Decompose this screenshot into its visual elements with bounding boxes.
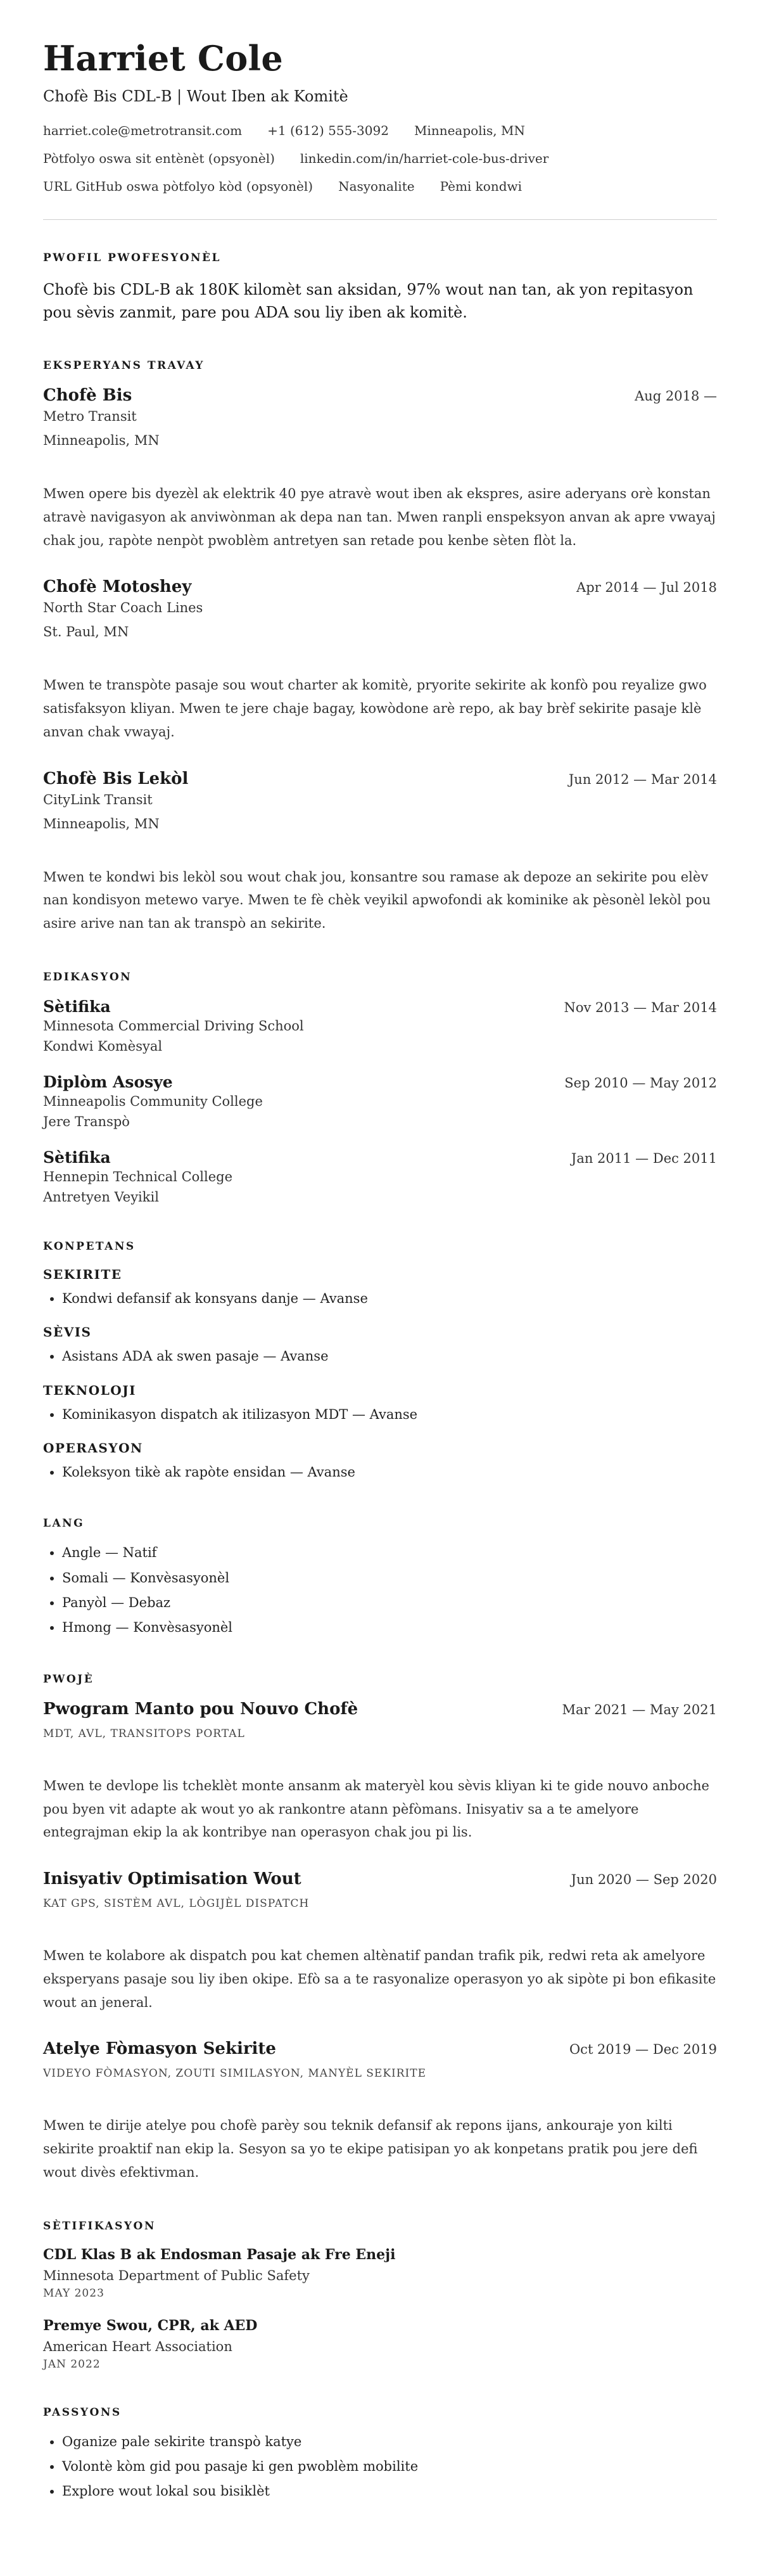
education-date: Sep 2010 — May 2012	[564, 1075, 717, 1091]
skill-category: OPERASYON	[43, 1440, 143, 1456]
profile-heading: PWOFIL PWOFESYONÈL	[43, 252, 221, 264]
job-location: St. Paul, MN	[43, 624, 129, 640]
contact-github[interactable]: URL GitHub oswa pòtfolyo kòd (opsyonèl)	[43, 179, 314, 194]
skill-group	[43, 1267, 717, 1308]
skills-heading: KONPETANS	[43, 1240, 136, 1253]
contact-row-extra	[43, 179, 717, 194]
job-company: North Star Coach Lines	[43, 600, 203, 616]
skill-group	[43, 1383, 717, 1424]
education-entry	[43, 1073, 717, 1129]
certification-entry	[43, 2246, 717, 2300]
languages-section	[43, 1517, 717, 1637]
job-company: CityLink Transit	[43, 791, 153, 807]
contact-portfolio[interactable]: Pòtfolyo oswa sit entènèt (opsyonèl)	[43, 151, 275, 166]
project-description: Mwen te dirije atelye pou chofè parèy sou teknik defansif ak repons ijans, ankouraje yon kilti sekirite proaktif nan ekip la. Sesyon sa yo te ekipe patisipan yo ak konpetans pratik pou jere defi wout divès efektivman.	[43, 2118, 698, 2180]
job-date: Aug 2018 —	[635, 388, 717, 404]
candidate-name: Harriet Cole	[43, 38, 283, 79]
project-tags: MDT, AVL, TRANSITOPS PORTAL	[43, 1727, 245, 1740]
contact-license: Pèmi kondwi	[440, 179, 522, 194]
experience-heading: EKSPERYANS TRAVAY	[43, 359, 205, 372]
education-degree: Sètifika	[43, 997, 111, 1016]
contact-linkedin[interactable]: linkedin.com/in/harriet-cole-bus-driver	[300, 151, 549, 166]
project-title: Atelye Fòmasyon Sekirite	[43, 2039, 276, 2059]
job-description: Mwen te transpòte pasaje sou wout charter ak komitè, pryorite sekirite ak konfò pou reyalize gwo satisfaksyon kliyan. Mwen te jere chaje bagay, kowòdone arè repo, ak bay brèf sekirite pasaje klè anvan chak vwayaj.	[43, 677, 707, 740]
skill-category: SÈVIS	[43, 1324, 92, 1340]
language-item: • Hmong — Konvèsasyonèl	[62, 1618, 717, 1637]
certifications-heading: SÈTIFIKASYON	[43, 2219, 156, 2233]
project-description: Mwen te devlope lis tcheklèt monte ansanm ak materyèl kou sèvis kliyan ki te gide nouvo anboche pou byen vit adapte ak wout yo ak rankontre atann pèfòmans. Inisyativ sa a te amelyore entegrajman ekip la ak kontribye nan operasyon chak jou pi lis.	[43, 1778, 709, 1840]
skill-item: • Koleksyon tikè ak rapòte ensidan — Avanse	[62, 1463, 717, 1482]
project-entry	[43, 1700, 717, 1844]
project-description: Mwen te kolabore ak dispatch pou kat chemen altènatif pandan trafik pik, redwi reta ak amelyore eksperyans pasaje sou liy iben okipe. Efò sa a te rasyonalize operasyon yo ak sipòte pi bon efikasite wout an jeneral.	[43, 1948, 716, 2010]
skill-item: • Kondwi defansif ak konsyans danje — Avanse	[62, 1290, 717, 1308]
project-date: Oct 2019 — Dec 2019	[569, 2042, 717, 2058]
skill-group	[43, 1324, 717, 1366]
job-date: Jun 2012 — Mar 2014	[568, 771, 717, 787]
certification-entry	[43, 2317, 717, 2371]
passions-heading: PASSYONS	[43, 2406, 122, 2419]
skill-group	[43, 1440, 717, 1482]
project-date: Mar 2021 — May 2021	[562, 1701, 717, 1717]
project-entry	[43, 1869, 717, 2014]
job-location: Minneapolis, MN	[43, 433, 160, 448]
job-title: Chofè Bis Lekòl	[43, 769, 189, 788]
contact-location: Minneapolis, MN	[414, 123, 525, 138]
language-item: • Somali — Konvèsasyonèl	[62, 1569, 717, 1587]
contact-phone[interactable]: +1 (612) 555-3092	[267, 123, 389, 138]
languages-heading: LANG	[43, 1517, 85, 1530]
project-entry	[43, 2039, 717, 2184]
certification-issuer: Minnesota Department of Public Safety	[43, 2267, 310, 2283]
passion-item: • Explore wout lokal sou bisiklèt	[62, 2482, 717, 2501]
contact-row-links	[43, 151, 717, 166]
projects-section	[43, 1673, 717, 2184]
project-title: Pwogram Manto pou Nouvo Chofè	[43, 1699, 358, 1719]
skill-category: TEKNOLOJI	[43, 1382, 137, 1398]
education-entry	[43, 1148, 717, 1205]
job-location: Minneapolis, MN	[43, 816, 160, 831]
candidate-headline: Chofè Bis CDL-B | Wout Iben ak Komitè	[43, 87, 348, 105]
experience-entry	[43, 769, 717, 935]
education-section	[43, 971, 717, 1205]
skill-item: • Asistans ADA ak swen pasaje — Avanse	[62, 1347, 717, 1366]
education-school: Minnesota Commercial Driving School	[43, 1018, 304, 1034]
profile-summary: Chofè bis CDL-B ak 180K kilomèt san aksidan, 97% wout nan tan, ak yon repitasyon pou sèvis zanmit, pare pou ADA sou liy iben ak komitè.	[43, 281, 694, 321]
experience-section	[43, 359, 717, 935]
project-tags: KAT GPS, SISTÈM AVL, LÒGIJÈL DISPATCH	[43, 1897, 310, 1911]
contact-row-primary	[43, 123, 717, 138]
skill-category: SEKIRITE	[43, 1266, 122, 1282]
passions-section	[43, 2406, 717, 2501]
project-tags: VIDEYO FÒMASYON, ZOUTI SIMILASYON, MANYÈL SEKIRITE	[43, 2067, 427, 2080]
job-title: Chofè Motoshey	[43, 577, 192, 597]
project-title: Inisyativ Optimisation Wout	[43, 1869, 301, 1889]
job-description: Mwen te kondwi bis lekòl sou wout chak jou, konsantre sou ramase ak depoze an sekirite pou elèv nan kondisyon metewo varye. Mwen te fè chèk veyikil apwofondi ak kominike ak pèsonèl lekòl pou asire arive nan tan ak transpò an sekirite.	[43, 869, 711, 931]
passion-item: • Volontè kòm gid pou pasaje ki gen pwoblèm mobilite	[62, 2457, 717, 2476]
education-degree: Diplòm Asosye	[43, 1072, 173, 1091]
education-field: Jere Transpò	[43, 1113, 130, 1129]
job-company: Metro Transit	[43, 409, 137, 424]
skills-section	[43, 1240, 717, 1482]
header-divider	[43, 219, 717, 220]
skill-item: • Kominikasyon dispatch ak itilizasyon MDT — Avanse	[62, 1406, 717, 1424]
job-title: Chofè Bis	[43, 386, 132, 405]
education-field: Kondwi Komèsyal	[43, 1038, 163, 1054]
education-date: Jan 2011 — Dec 2011	[571, 1150, 717, 1166]
education-heading: EDIKASYON	[43, 970, 132, 984]
education-date: Nov 2013 — Mar 2014	[564, 999, 717, 1015]
passion-item: • Oganize pale sekirite transpò katye	[62, 2433, 717, 2451]
education-degree: Sètifika	[43, 1148, 111, 1167]
certification-name: Premye Swou, CPR, ak AED	[43, 2317, 258, 2334]
contact-email[interactable]: harriet.cole@metrotransit.com	[43, 123, 243, 138]
certifications-section	[43, 2220, 717, 2371]
experience-entry	[43, 386, 717, 552]
contact-nationality: Nasyonalite	[338, 179, 415, 194]
projects-heading: PWOJÈ	[43, 1672, 94, 1686]
education-field: Antretyen Veyikil	[43, 1189, 159, 1205]
language-item: • Panyòl — Debaz	[62, 1594, 717, 1612]
job-date: Apr 2014 — Jul 2018	[576, 580, 717, 596]
language-item: • Angle — Natif	[62, 1544, 717, 1562]
education-entry	[43, 997, 717, 1054]
certification-date: MAY 2023	[43, 2286, 104, 2300]
certification-issuer: American Heart Association	[43, 2338, 232, 2354]
experience-entry	[43, 577, 717, 743]
certification-date: JAN 2022	[43, 2357, 101, 2371]
education-school: Hennepin Technical College	[43, 1169, 233, 1184]
education-school: Minneapolis Community College	[43, 1093, 263, 1109]
project-date: Jun 2020 — Sep 2020	[571, 1872, 717, 1888]
profile-section	[43, 252, 717, 324]
job-description: Mwen opere bis dyezèl ak elektrik 40 pye atravè wout iben ak ekspres, asire aderyans orè konstan atravè navigasyon ak anviwònman ak depa nan tan. Mwen ranpli enspeksyon anvan ak apre vwayaj chak jou, rapòte nenpòt pwoblèm antretyen san retade pou kenbe sèten flòt la.	[43, 486, 716, 548]
certification-name: CDL Klas B ak Endosman Pasaje ak Fre Eneji	[43, 2246, 396, 2263]
